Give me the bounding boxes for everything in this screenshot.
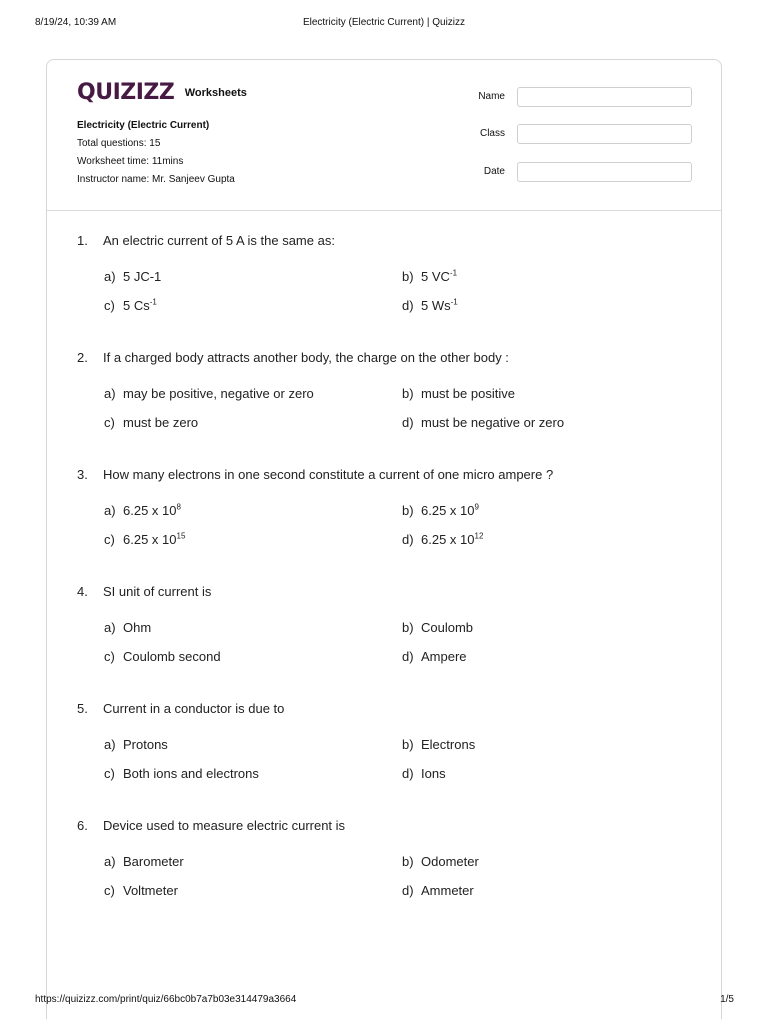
worksheet-card: [46, 59, 722, 1019]
question-item: [77, 466, 697, 547]
question-text: [77, 349, 697, 367]
date-label: Date: [483, 166, 505, 177]
option-letter: c): [104, 766, 115, 781]
option-letter: a): [104, 269, 116, 284]
worksheet-header: [47, 60, 721, 211]
option-letter: b): [402, 737, 414, 752]
option-text: Coulomb second: [123, 649, 221, 664]
answer-option: [104, 297, 157, 315]
question-number: 2.: [77, 350, 88, 365]
option-letter: d): [402, 649, 414, 664]
total-questions: Total questions: 15: [77, 138, 161, 149]
answer-option: [104, 736, 168, 754]
option-letter: b): [402, 269, 414, 284]
answer-option: [104, 531, 185, 549]
question-body: SI unit of current is: [103, 584, 212, 599]
option-text: must be positive: [421, 386, 515, 401]
option-text: 5 JC-1: [123, 269, 162, 284]
name-field[interactable]: [517, 87, 692, 107]
option-letter: c): [104, 532, 115, 547]
answer-option: [104, 648, 221, 666]
option-text: must be negative or zero: [421, 415, 565, 430]
question-body: If a charged body attracts another body, the charge on the other body :: [103, 350, 509, 365]
option-exponent: 15: [176, 531, 186, 541]
question-body: How many electrons in one second constitute a current of one micro ampere ?: [103, 467, 554, 482]
option-letter: d): [402, 883, 414, 898]
option-letter: d): [402, 532, 414, 547]
option-text: 5 Cs: [123, 298, 150, 313]
option-exponent: 8: [176, 502, 181, 512]
question-item: [77, 817, 697, 898]
answer-option: [402, 385, 515, 403]
print-page-title: Electricity (Electric Current) | Quizizz: [302, 17, 466, 28]
option-letter: b): [402, 503, 414, 518]
option-letter: b): [402, 620, 414, 635]
answer-option: [104, 619, 151, 637]
option-letter: a): [104, 503, 116, 518]
option-exponent: -1: [450, 297, 458, 307]
option-exponent: 9: [474, 502, 479, 512]
option-text: Barometer: [123, 854, 184, 869]
name-label: Name: [478, 91, 505, 102]
question-item: [77, 232, 697, 313]
option-exponent: 12: [474, 531, 484, 541]
question-item: [77, 349, 697, 430]
answer-option: [402, 414, 564, 432]
class-field[interactable]: [517, 124, 692, 144]
option-letter: c): [104, 415, 115, 430]
question-number: 6.: [77, 818, 88, 833]
answer-option: [104, 414, 198, 432]
worksheet-time: Worksheet time: 11mins: [77, 156, 184, 167]
answer-option: [104, 385, 314, 403]
option-letter: d): [402, 415, 414, 430]
option-letter: b): [402, 386, 414, 401]
option-text: Ions: [421, 766, 446, 781]
option-text: 6.25 x 10: [421, 503, 475, 518]
option-text: Voltmeter: [123, 883, 178, 898]
option-text: must be zero: [123, 415, 199, 430]
option-letter: c): [104, 649, 115, 664]
option-letter: d): [402, 766, 414, 781]
answer-option: [104, 853, 184, 871]
question-body: An electric current of 5 A is the same as:: [103, 233, 335, 248]
question-text: [77, 700, 697, 718]
option-text: 6.25 x 10: [123, 532, 177, 547]
question-number: 5.: [77, 701, 88, 716]
option-text: 5 VC: [421, 269, 450, 284]
question-item: [77, 583, 697, 664]
option-text: Electrons: [421, 737, 476, 752]
answer-option: [402, 882, 474, 900]
print-header: [0, 17, 768, 31]
worksheet-title: Electricity (Electric Current): [77, 120, 210, 131]
print-url: https://quizizz.com/print/quiz/66bc0b7a7b03e314479a3664: [35, 994, 297, 1005]
question-text: [77, 817, 697, 835]
quizizz-logo: QUIZIZZ: [77, 80, 175, 105]
option-letter: a): [104, 854, 116, 869]
option-letter: a): [104, 737, 116, 752]
logo-subtitle: Worksheets: [184, 86, 247, 99]
answer-option: [402, 531, 483, 549]
option-letter: d): [402, 298, 414, 313]
question-text: [77, 583, 697, 601]
option-text: Ohm: [123, 620, 152, 635]
option-text: Ammeter: [421, 883, 474, 898]
question-body: Device used to measure electric current is: [103, 818, 346, 833]
option-letter: a): [104, 620, 116, 635]
option-letter: c): [104, 883, 115, 898]
answer-option: [402, 502, 479, 520]
question-text: [77, 232, 697, 250]
option-letter: b): [402, 854, 414, 869]
question-number: 3.: [77, 467, 88, 482]
answer-option: [402, 297, 458, 315]
print-datetime: 8/19/24, 10:39 AM: [35, 17, 117, 28]
answer-option: [104, 268, 161, 286]
question-body: Current in a conductor is due to: [103, 701, 285, 716]
worksheet-meta: [77, 119, 235, 191]
instructor-name: Instructor name: Mr. Sanjeev Gupta: [77, 174, 235, 185]
option-letter: a): [104, 386, 116, 401]
option-text: 6.25 x 10: [421, 532, 475, 547]
answer-option: [402, 619, 473, 637]
option-text: Coulomb: [421, 620, 474, 635]
class-label: Class: [479, 128, 505, 139]
answer-option: [402, 765, 446, 783]
question-text: [77, 466, 697, 484]
answer-option: [104, 882, 178, 900]
date-field[interactable]: [517, 162, 692, 182]
option-exponent: -1: [149, 297, 157, 307]
answer-option: [402, 268, 457, 286]
question-number: 1.: [77, 233, 88, 248]
brand-row: [77, 80, 247, 106]
question-number: 4.: [77, 584, 88, 599]
option-text: Odometer: [421, 854, 479, 869]
answer-option: [104, 502, 181, 520]
answer-option: [402, 648, 467, 666]
print-page-number: 1/5: [720, 994, 734, 1005]
answer-option: [402, 736, 475, 754]
option-text: Ampere: [421, 649, 467, 664]
option-letter: c): [104, 298, 115, 313]
print-footer: [0, 994, 768, 1008]
question-item: [77, 700, 697, 781]
option-text: Both ions and electrons: [123, 766, 259, 781]
option-text: 5 Ws: [421, 298, 451, 313]
option-exponent: -1: [449, 268, 458, 278]
option-text: may be positive, negative or zero: [123, 386, 314, 401]
answer-option: [402, 853, 479, 871]
option-text: Protons: [123, 737, 168, 752]
answer-option: [104, 765, 259, 783]
option-text: 6.25 x 10: [123, 503, 177, 518]
